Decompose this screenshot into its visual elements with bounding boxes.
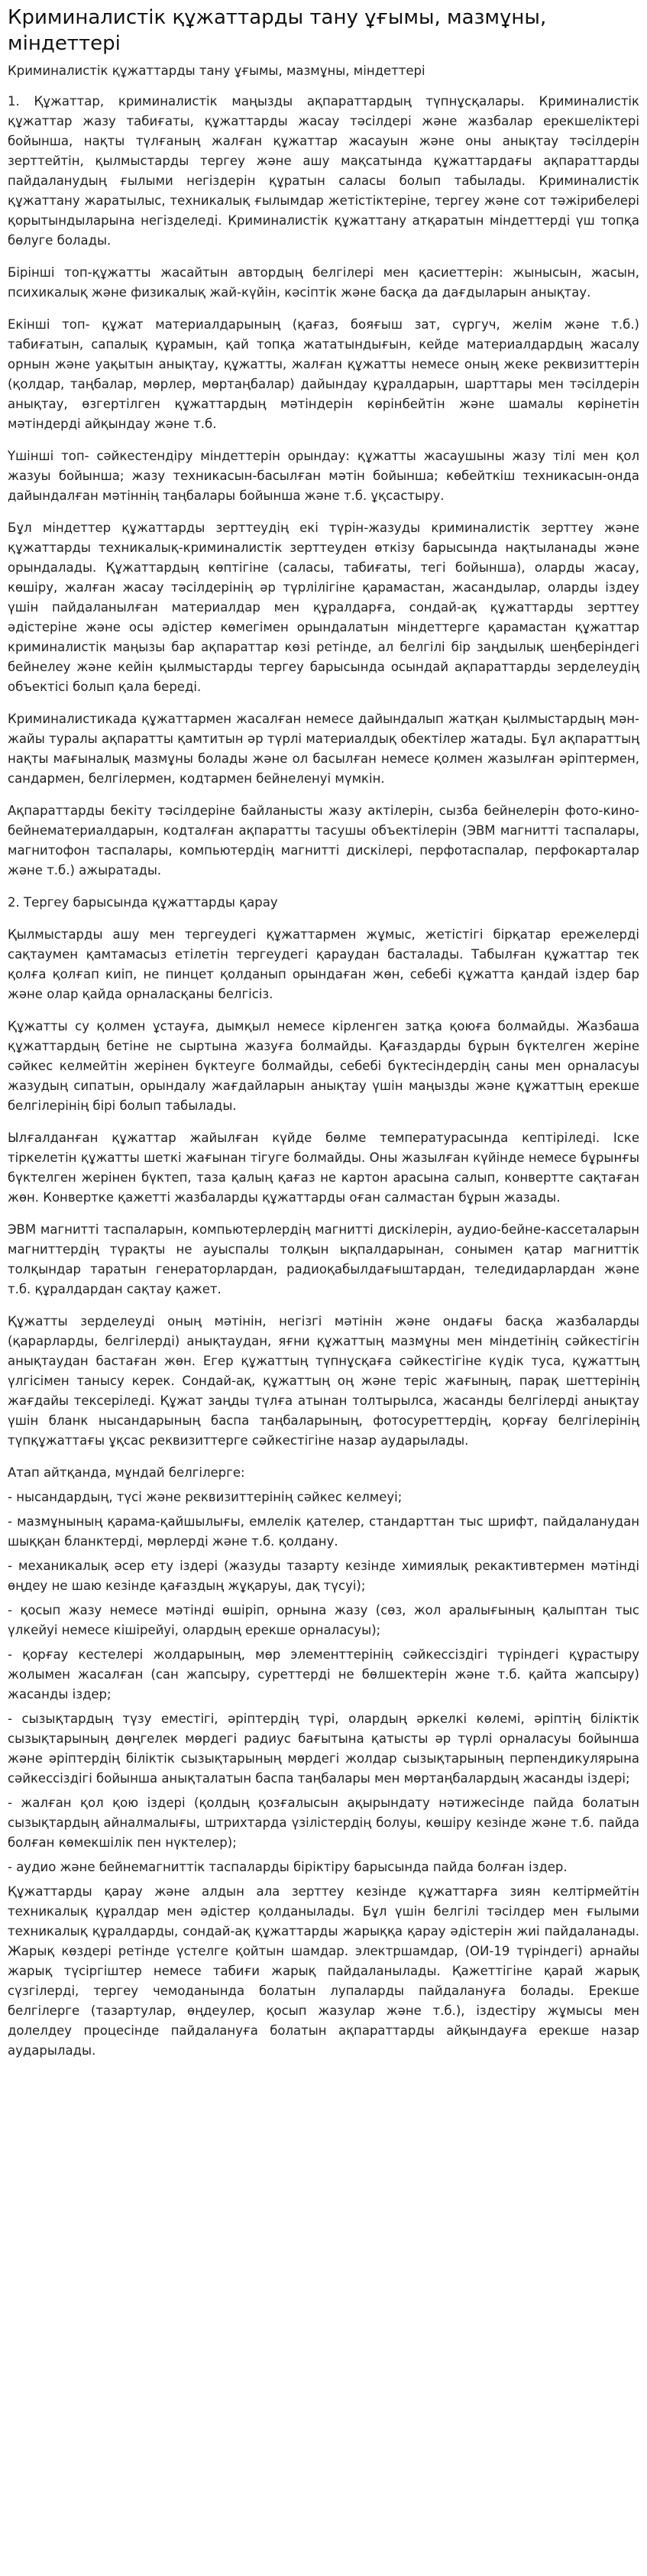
list-item: - сызықтардың түзу еместігі, әріптердің түрі, олардың әркелкі көлемі, әріптің біліктік сызықтарының дөңгелек мөрдегі радиус бағытына қатысты әр түрлі орналасуы бойынша және әріптердің біліктік сызықтарының мөрдегі жолдар сызықтарының перпендикулярына сәйкессіздігі бойынша анықталатын баспа таңбалары мен мөртаңбалардың жасанды іздері; — [8, 1711, 639, 1786]
paragraph: Үшінші топ- сәйкестендіру міндеттерін орындау: құжатты жасаушыны жазу тілі мен қол жазуы бойынша; жазу техникасын-басылған мәтін бойынша; көбейткіш техникасын-онда дайындалған мәтіннің таңбалары бойынша және т.б. ұқсастыру. — [8, 449, 639, 503]
list-item: - нысандардың, түсі және реквизиттерінің сәйкес келмеуі; — [8, 1490, 403, 1504]
list-item: - қосып жазу немесе мәтінді өшіріп, орнына жазу (сөз, жол аралығының қалыптан тыс үлкейуі немесе кішірейуі, олардың ерекше орналасуы); — [8, 1603, 639, 1637]
paragraph: Ылғалданған құжаттар жайылған күйде бөлме температурасында кептіріледі. Іске тіркелетін құжатты шеткі жағынан тігуге болмайды. Оны жазылған күйінде немесе бұрынғы бүктелген жерінен бүктеп, таза қалың қағаз не картон арасына салып, конвертте сақтаған жөн. Конвертке қажетті жазбаларды құжаттарды оған салмастан бұрын жазады. — [8, 1131, 639, 1205]
paragraph: ЭВМ магнитті таспаларын, компьютерлердің магнитті дискілерін, аудио-бейне-кассеталарын магниттердің түрақты не ауыспалы толқын ықпалдарынан, сонымен қатар магниттік толқындар таратын генераторлардан, радиоқабылдағыштардан, теледидарлардан және т.б. құралдардан сақтау қажет. — [8, 1222, 639, 1296]
list-item: - механикалық әсер ету іздері (жазуды тазарту кезінде химиялық рекактивтермен мәтінді өңдеу не шаю кезінде қағаздың жұқаруы, дақ түсуі); — [8, 1559, 639, 1593]
list-item: - жалған қол қою іздері (қолдың қозғалысын ақырындату нәтижесінде пайда болатын сызықтардың айналмалығы, штрихтарда үзілістердің болуы, көшіру кезінде және т.б. пайда болған көмекшілік пен нүктелер); — [8, 1796, 639, 1850]
paragraph: Екінші топ- құжат материалдарының (қағаз, бояғыш зат, сүргуч, желім және т.б.) табиғатын, сапалық құрамын, қай топқа жататындығын, кейде материалдардың жасалу орнын және уақытын анықтау, құжатты, жалған құжатты немесе оның жеке реквизиттерін (қолдар, таңбалар, мөрлер, мөртаңбалар) дайындау құралдарын, шарттары мен тәсілдерін анықтау, өзгертілген құжаттардың мәтіндерін көрінбейтін және шамалы көрінетін мәтіндерді айқындау және т.б. — [8, 317, 639, 431]
paragraph: Құжаттарды қарау және алдын ала зерттеу кезінде құжаттарға зиян келтірмейтін техникалық құралдар мен әдістер қолданылады. Бұл үшін белгілі тәсілдер мен ғылыми техникалық құралдарды, сондай-ақ құжаттарды жарыққа қарау әдістерін жиі пайдаланады. Жарық көздері ретінде үстелге қойтын шамдар. электршамдар, (ОИ-19 түріндегі) арнайы жарық түсіргіштер немесе табиғи жарық пайдаланылады. Қажеттігіне қарай жарық сүзгілерді, тергеу чемоданында болатын лупаларды пайдалануға болады. Ерекше белгілерге (тазартулар, өңдеулер, қосып жазулар және т.б.), іздестіру жұмысы мен долелдеу процесінде пайдалануға болатын ақпараттарды айқындауға ерекше назар аударылады. — [8, 1884, 639, 2058]
page-title: Криминалистік құжаттарды тану ұғымы, мазмұны, міндеттері — [8, 6, 547, 55]
paragraph: Құжатты су қолмен ұстауға, дымқыл немесе кірленген затқа қоюға болмайды. Жазбаша құжаттардың бетіне не сыртына жазуға болмайды. Қағаздарды бұрын бүктелген жеріне сәйкес келмейтін жерінен бүктеуге болмайды, себебі бүктесіндердің саны мен орналасуы жазудың сипатын, орындалу жағдайларын анықтау үшін маңызды және құжаттың ерекше белгілерінің бірі болып табылады. — [8, 1019, 639, 1113]
paragraph: Бірінші топ-құжатты жасайтын автордың белгілері мен қасиеттерін: жынысын, жасын, психикалық және физикалық жай-күйін, кәсіптік және басқа да дағдыларын анықтау. — [8, 265, 639, 300]
list-item: - аудио және бейнемагниттік таспаларды біріктіру барысында пайда болған іздер. — [8, 1860, 568, 1874]
paragraph: Ақпараттарды бекіту тәсілдеріне байланысты жазу актілерін, сызба бейнелерін фото-кино-бейнематериалдарын, кодталған ақпаратты тасушы объектілерін (ЭВМ магнитті таспалары, магнитофон таспалары, компьютердің магнитті дискілері, перфотаспалар, перфокарталар және т.б.) ажыратады. — [8, 803, 639, 878]
document-body — [8, 92, 639, 2061]
paragraph: Құжатты зерделеуді оның мәтінін, негізгі мәтінін және ондағы басқа жазбаларды (қарарларды, белгілерді) анықтаудан, яғни құжаттың мазмұны мен міндетінің сәйкестігін анықтаудан бастаған жөн. Егер құжаттың түпнұсқаға сәйкестігіне күдік туса, құжаттың үлгісімен танысу керек. Сондай-ақ, құжаттың оң және теріс жағының, парақ шеттерінің жағдайы тексеріледі. Құжат заңды түлға атынан толтырылса, жасанды белгілерді анықтау үшін бланк нысандарының баспа таңбаларының, фотосуреттердің, қорғау белгілерінің түпқұжаттағы ұқсас реквизиттерге сәйкестігіне назар аударылады. — [8, 1314, 639, 1448]
paragraph: Қылмыстарды ашу мен тергеудегі құжаттармен жұмыс, жетістігі бірқатар ережелерді сақтаумен қамтамасыз етілетін тергеудегі қараудан басталады. Табылған құжаттар тек қолға қолғап киіп, не пинцет қолданып орындаған жөн, себебі құжатта қандай іздер бар және олар қайда орналасқаны белгісіз. — [8, 927, 639, 1001]
paragraph: Бұл міндеттер құжаттарды зерттеудің екі түрін-жазуды криминалистік зерттеу және құжаттарды техникалық-криминалистік зерттеуден өткізу барысында нақтыланады және орындалады. Құжаттардың көптігіне (саласы, табиғаты, тегі бойынша), оларды жасау, көшіру, жалған жасау тәсілдерінің әр түрлілігіне қарамастан, жасандылар, оларды іздеу үшін пайдаланылған материалдар мен құралдарға, сондай-ақ құжаттарды зерттеу әдістеріне және осы әдістер көмегімен орындалатын міндеттерге қарамастан құжаттар криминалистік маңызы бар ақпараттар көзі ретінде, ал белгілі бір заңдылық шеңберіндегі бейнелеу және кейін қылмыстарды тергеу барысында осындай ақпараттарды зерделеудің объектісі болып қала береді. — [8, 521, 639, 694]
paragraph: 1. Құжаттар, криминалистік маңызды ақпараттардың түпнұсқалары. Криминалистік құжаттар жазу табиғаты, құжаттарды жасау тәсілдері және жазбалар ерекшеліктері бойынша, нақты түлғаның жалған құжаттар жасауын және оны анықтау тәсілдерін зерттейтін, қылмыстарды тергеу және ашу мақсатында құжаттардағы ақпараттарды пайдаланудың ғылыми негіздерін құратын саласы болып табылады. Криминалистік құжаттану жаратылыс, техникалық ғылымдар жетістіктеріне, тергеу және сот тәжірибелері қорытындыларына негізделеді. Криминалистік құжаттану атқаратын міндеттерді үш топқа бөлуге болады. — [8, 94, 639, 248]
page-subtitle: Криминалистік құжаттарды тану ұғымы, мазмұны, міндеттері — [8, 63, 425, 78]
paragraph: Атап айтқанда, мұндай белгілерге: — [8, 1465, 245, 1480]
paragraph: Криминалистикада құжаттармен жасалған немесе дайындалып жатқан қылмыстардың мән-жайы туралы ақпаратты қамтитын әр түрлі материалдық обектілер жатады. Бұл ақпараттың нақты мағыналық мазмұны болады және ол басылған немесе қолмен жазылған әріптермен, сандармен, белгілермен, кодтармен бейнеленуі мүмкін. — [8, 712, 639, 786]
list-item: - мазмұнының қарама-қайшылығы, емлелік қателер, стандарттан тыс шрифт, пайдаланудан шыққан бланктерді, мөрлерді және т.б. қолдану. — [8, 1514, 639, 1549]
list-item: - қорғау кестелері жолдарының, мөр элементтерінің сәйкессіздігі түріндегі құрастыру жолымен жасалған (сан жапсыру, суреттерді не бөлшектерін және т.б. қайта жапсыру) жасанды іздер; — [8, 1647, 639, 1702]
section-heading: 2. Тергеу барысында құжаттарды қарау — [8, 895, 278, 910]
